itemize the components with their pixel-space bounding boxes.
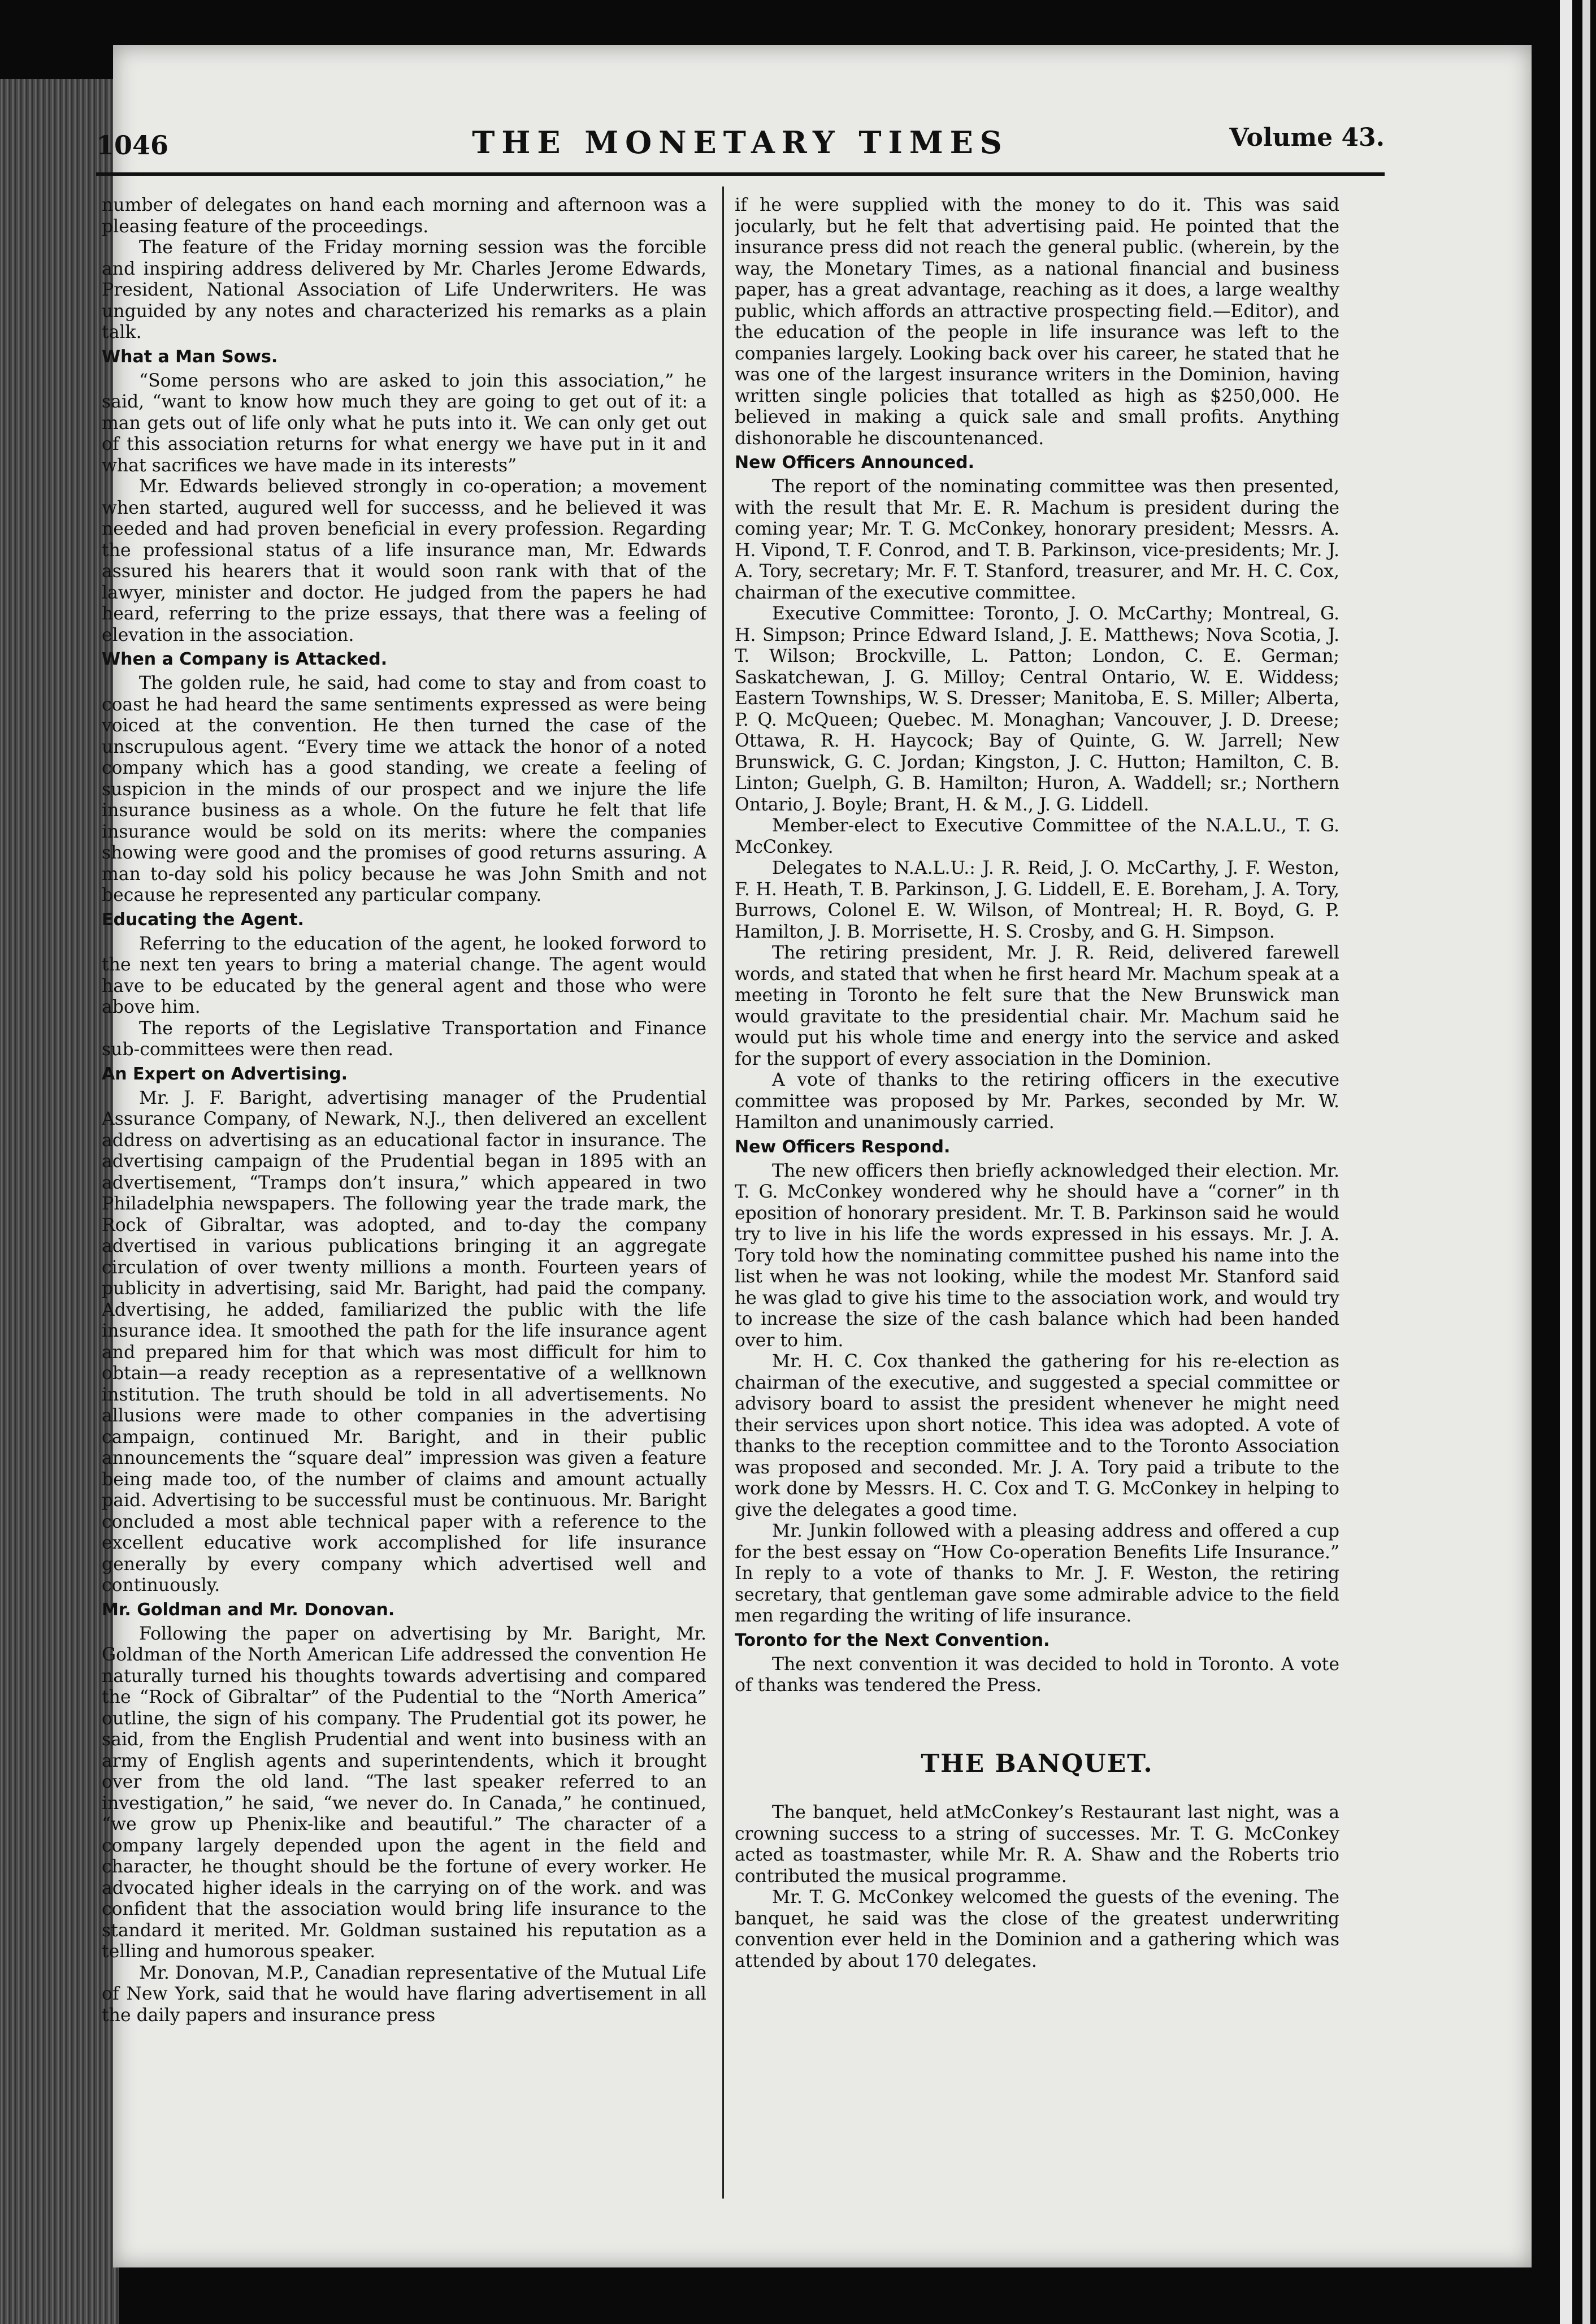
paragraph: The golden rule, he said, had come to stay and from coast to coast he had heard the same sentiments expressed as were being voiced at the convention. He then turned the case of the unscrupulous agent. “Every time we attack the honor of a noted company which has a good standing, we create a feeling of suspicion in the minds of our prospect and we injure the life insurance business as a whole. On the future he felt that life insurance would be sold on its merits: where the companies showing were good and the promises of good returns assuring. A man to-day sold his policy because he was John Smith and not because he represented any particular company. — [102, 673, 706, 905]
paragraph: The feature of the Friday morning session was the forcible and inspiring address delivered by Mr. Charles Jerome Edwards, President, National Association of Life Underwriters. He was unguided by any notes and characterized his remarks as a plain talk. — [102, 237, 706, 342]
paragraph: Mr. H. C. Cox thanked the gathering for his re-election as chairman of the executive, and suggested a special committee or advisory board to assist the president whenever he might need their services upon short notice. This idea was adopted. A vote of thanks to the reception committee and to the Toronto Association was proposed and seconded. Mr. J. A. Tory paid a tribute to the work done by Messrs. H. C. Cox and T. G. McConkey in helping to give the delegates a good time. — [735, 1351, 1339, 1520]
paragraph: Mr. Donovan, M.P., Canadian representative of the Mutual Life of New York, said that he would have flaring advertisement in all the daily papers and insurance press — [102, 1962, 706, 2026]
header-rule — [96, 172, 1385, 176]
journal-title: THE MONETARY TIMES — [472, 124, 1009, 161]
section-heading: Toronto for the Next Convention. — [735, 1630, 1050, 1650]
paragraph: The reports of the Legislative Transportation and Finance sub-committees were then read. — [102, 1018, 706, 1060]
paragraph: Mr. Edwards believed strongly in co-operation; a movement when started, augured well for successs, and he believed it was needed and had proven beneficial in every profession. Regarding the professional status of a life insurance man, Mr. Edwards assured his hearers that it would soon rank with that of the lawyer, minister and doctor. He judged from the papers he had heard, referring to the prize essays, that there was a feeling of elevation in the association. — [102, 476, 706, 645]
paragraph: Executive Committee: Toronto, J. O. McCarthy; Montreal, G. H. Simpson; Prince Edward Island, J. E. Matthews; Nova Scotia, J. T. Wilson; Brockville, L. Patton; London, C. E. German; Saskatchewan, J. G. Milloy; Central Ontario, W. E. Widdess; Eastern Townships, W. S. Dresser; Manitoba, E. S. Miller; Alberta, P. Q. McQueen; Quebec. M. Monaghan; Vancouver, J. D. Dreese; Ottawa, R. H. Haycock; Bay of Quinte, G. W. Jarrell; New Brunswick, G. C. Jordan; Kingston, J. C. Hutton; Hamilton, C. B. Linton; Guelph, G. B. Hamilton; Huron, A. Waddell; sr.; Northern Ontario, J. Boyle; Brant, H. & M., J. G. Liddell. — [735, 604, 1339, 815]
paragraph: Mr. J. F. Baright, advertising manager of the Prudential Assurance Company, of Newark, N.J., then delivered an excellent address on advertising as an educational factor in insurance. The advertising campaign of the Prudential began in 1895 with an advertisement, “Tramps don’t insura,” which appeared in two Philadelphia newspapers. The following year the trade mark, the Rock of Gibraltar, was adopted, and to-day the company advertised in various publications bringing it an aggregate circulation of over twenty millions a month. Fourteen years of publicity in advertising, said Mr. Baright, had paid the company. Advertising, he added, familiarized the public with the life insurance idea. It smoothed the path for the life insurance agent and prepared him for that which was most difficult for him to obtain—a ready reception as a representative of a wellknown institution. The truth should be told in all advertisements. No allusions were made to other companies in the advertising campaign, continued Mr. Baright, and in their public announcements the “square deal” impression was given a feature being made too, of the number of claims and amount actually paid. Advertising to be successful must be continuous. Mr. Baright concluded a most able technical paper with a reference to the excellent educative work accomplished for life insurance generally by every company which advertised well and continuously. — [102, 1087, 706, 1595]
section-heading: An Expert on Advertising. — [102, 1064, 348, 1084]
column-divider — [722, 187, 724, 2199]
book-page-edges — [0, 79, 119, 2324]
section-heading: Educating the Agent. — [102, 909, 304, 930]
volume-label: Volume 43. — [1229, 123, 1385, 152]
right-column — [735, 195, 1339, 2207]
paragraph: Member-elect to Executive Committee of the N.A.L.U., T. G. McConkey. — [735, 816, 1339, 857]
paragraph: if he were supplied with the money to do it. This was said jocularly, but he felt that advertising paid. He pointed that the insurance press did not reach the general public. (wherein, by the way, the Monetary Times, as a national financial and business paper, has a great advantage, reaching as it does, a large wealthy public, which affords an attractive prospecting field.—Editor), and the education of the people in life insurance was left to the companies largely. Looking back over his career, he stated that he was one of the largest insurance writers in the Dominion, having written single policies that totalled as high as $250,000. He believed in making a quick sale and small profits. Anything dishonorable he discountenanced. — [735, 195, 1339, 449]
scan-border-strip — [1582, 0, 1590, 2324]
paragraph: The report of the nominating committee was then presented, with the result that Mr. E. R. Machum is president during the coming year; Mr. T. G. McConkey, honorary president; Messrs. A. H. Vipond, T. F. Conrod, and T. B. Parkinson, vice-presidents; Mr. J. A. Tory, secretary; Mr. F. T. Stanford, treasurer, and Mr. H. C. Cox, chairman of the executive committee. — [735, 476, 1339, 603]
paragraph: number of delegates on hand each morning and afternoon was a pleasing feature of the proceedings. — [102, 195, 706, 237]
section-heading: What a Man Sows. — [102, 346, 278, 367]
scan-border-strip — [1560, 0, 1572, 2324]
paragraph: The next convention it was decided to hold in Toronto. A vote of thanks was tendered the Press. — [735, 1654, 1339, 1696]
section-heading: Mr. Goldman and Mr. Donovan. — [102, 1599, 395, 1620]
paragraph: Delegates to N.A.L.U.: J. R. Reid, J. O. McCarthy, J. F. Weston, F. H. Heath, T. B. Parkinson, J. G. Liddell, E. E. Boreham, J. A. Tory, Burrows, Colonel E. W. Wilson, of Montreal; H. R. Boyd, G. P. Hamilton, J. B. Morrisette, H. S. Crosby, and G. H. Simpson. — [735, 858, 1339, 942]
paragraph: The new officers then briefly acknowledged their election. Mr. T. G. McConkey wondered why he should have a “corner” in th eposition of honorary president. Mr. T. B. Parkinson said he would try to live in his life the words expressed in his essays. Mr. J. A. Tory told how the nominating committee pushed his name into the list when he was not looking, while the modest Mr. Stanford said he was glad to give his time to the association work, and would try to increase the size of the cash balance which had been handed over to him. — [735, 1160, 1339, 1351]
left-column — [102, 195, 706, 2207]
paragraph: The retiring president, Mr. J. R. Reid, delivered farewell words, and stated that when he first heard Mr. Machum speak at a meeting in Toronto he felt sure that the New Brunswick man would gravitate to the presidential chair. Mr. Machum said he would put his whole time and energy into the service and asked for the support of every association in the Dominion. — [735, 943, 1339, 1069]
section-heading: New Officers Respond. — [735, 1137, 951, 1157]
paragraph: Mr. Junkin followed with a pleasing address and offered a cup for the best essay on “How Co-operation Benefits Life Insurance.” In reply to a vote of thanks to Mr. J. F. Weston, the retiring secretary, that gentleman gave some admirable advice to the field men regarding the writing of life insurance. — [735, 1521, 1339, 1626]
article-title: THE BANQUET. — [921, 1749, 1153, 1778]
paragraph: Mr. T. G. McConkey welcomed the guests of the evening. The banquet, he said was the close of the greatest underwriting convention ever held in the Dominion and a gathering which was attended by about 170 delegates. — [735, 1887, 1339, 1971]
paragraph: A vote of thanks to the retiring officers in the executive committee was proposed by Mr. Parkes, seconded by Mr. W. Hamilton and unanimously carried. — [735, 1070, 1339, 1133]
page-number: 1046 — [96, 130, 169, 161]
paragraph: Referring to the education of the agent, he looked forword to the next ten years to bring a material change. The agent would have to be educated by the general agent and those who were above him. — [102, 933, 706, 1017]
paragraph: Following the paper on advertising by Mr. Baright, Mr. Goldman of the North American Life addressed the convention He naturally turned his thoughts towards advertising and compared the “Rock of Gibraltar” of the Pudential to the “North America” outline, the sign of his company. The Prudential got its power, he said, from the English Prudential and went into business with an army of English agents and superintendents, which it brought over from the old land. “The last speaker referred to an investigation,” he said, “we never do. In Canada,” he continued, “we grow up Phenix-like and beautiful.” The character of a company largely depended upon the agent in the field and character, he thought should be the fortune of every worker. He advocated higher ideals in the carrying on of the work. and was confident that the association would bring life insurance to the standard it merited. Mr. Goldman sustained his reputation as a telling and humorous speaker. — [102, 1623, 706, 1962]
paragraph: “Some persons who are asked to join this association,” he said, “want to know how much they are going to get out of it: a man gets out of life only what he puts into it. We can only get out of this association returns for what energy we have put in it and what sacrifices we have made in its interests” — [102, 370, 706, 476]
section-heading: New Officers Announced. — [735, 453, 975, 472]
section-heading: When a Company is Attacked. — [102, 649, 388, 669]
page-header — [96, 119, 1385, 170]
paragraph: The banquet, held atMcConkey’s Restaurant last night, was a crowning success to a string of successes. Mr. T. G. McConkey acted as toastmaster, while Mr. R. A. Shaw and the Roberts trio contributed the musical programme. — [735, 1802, 1339, 1887]
